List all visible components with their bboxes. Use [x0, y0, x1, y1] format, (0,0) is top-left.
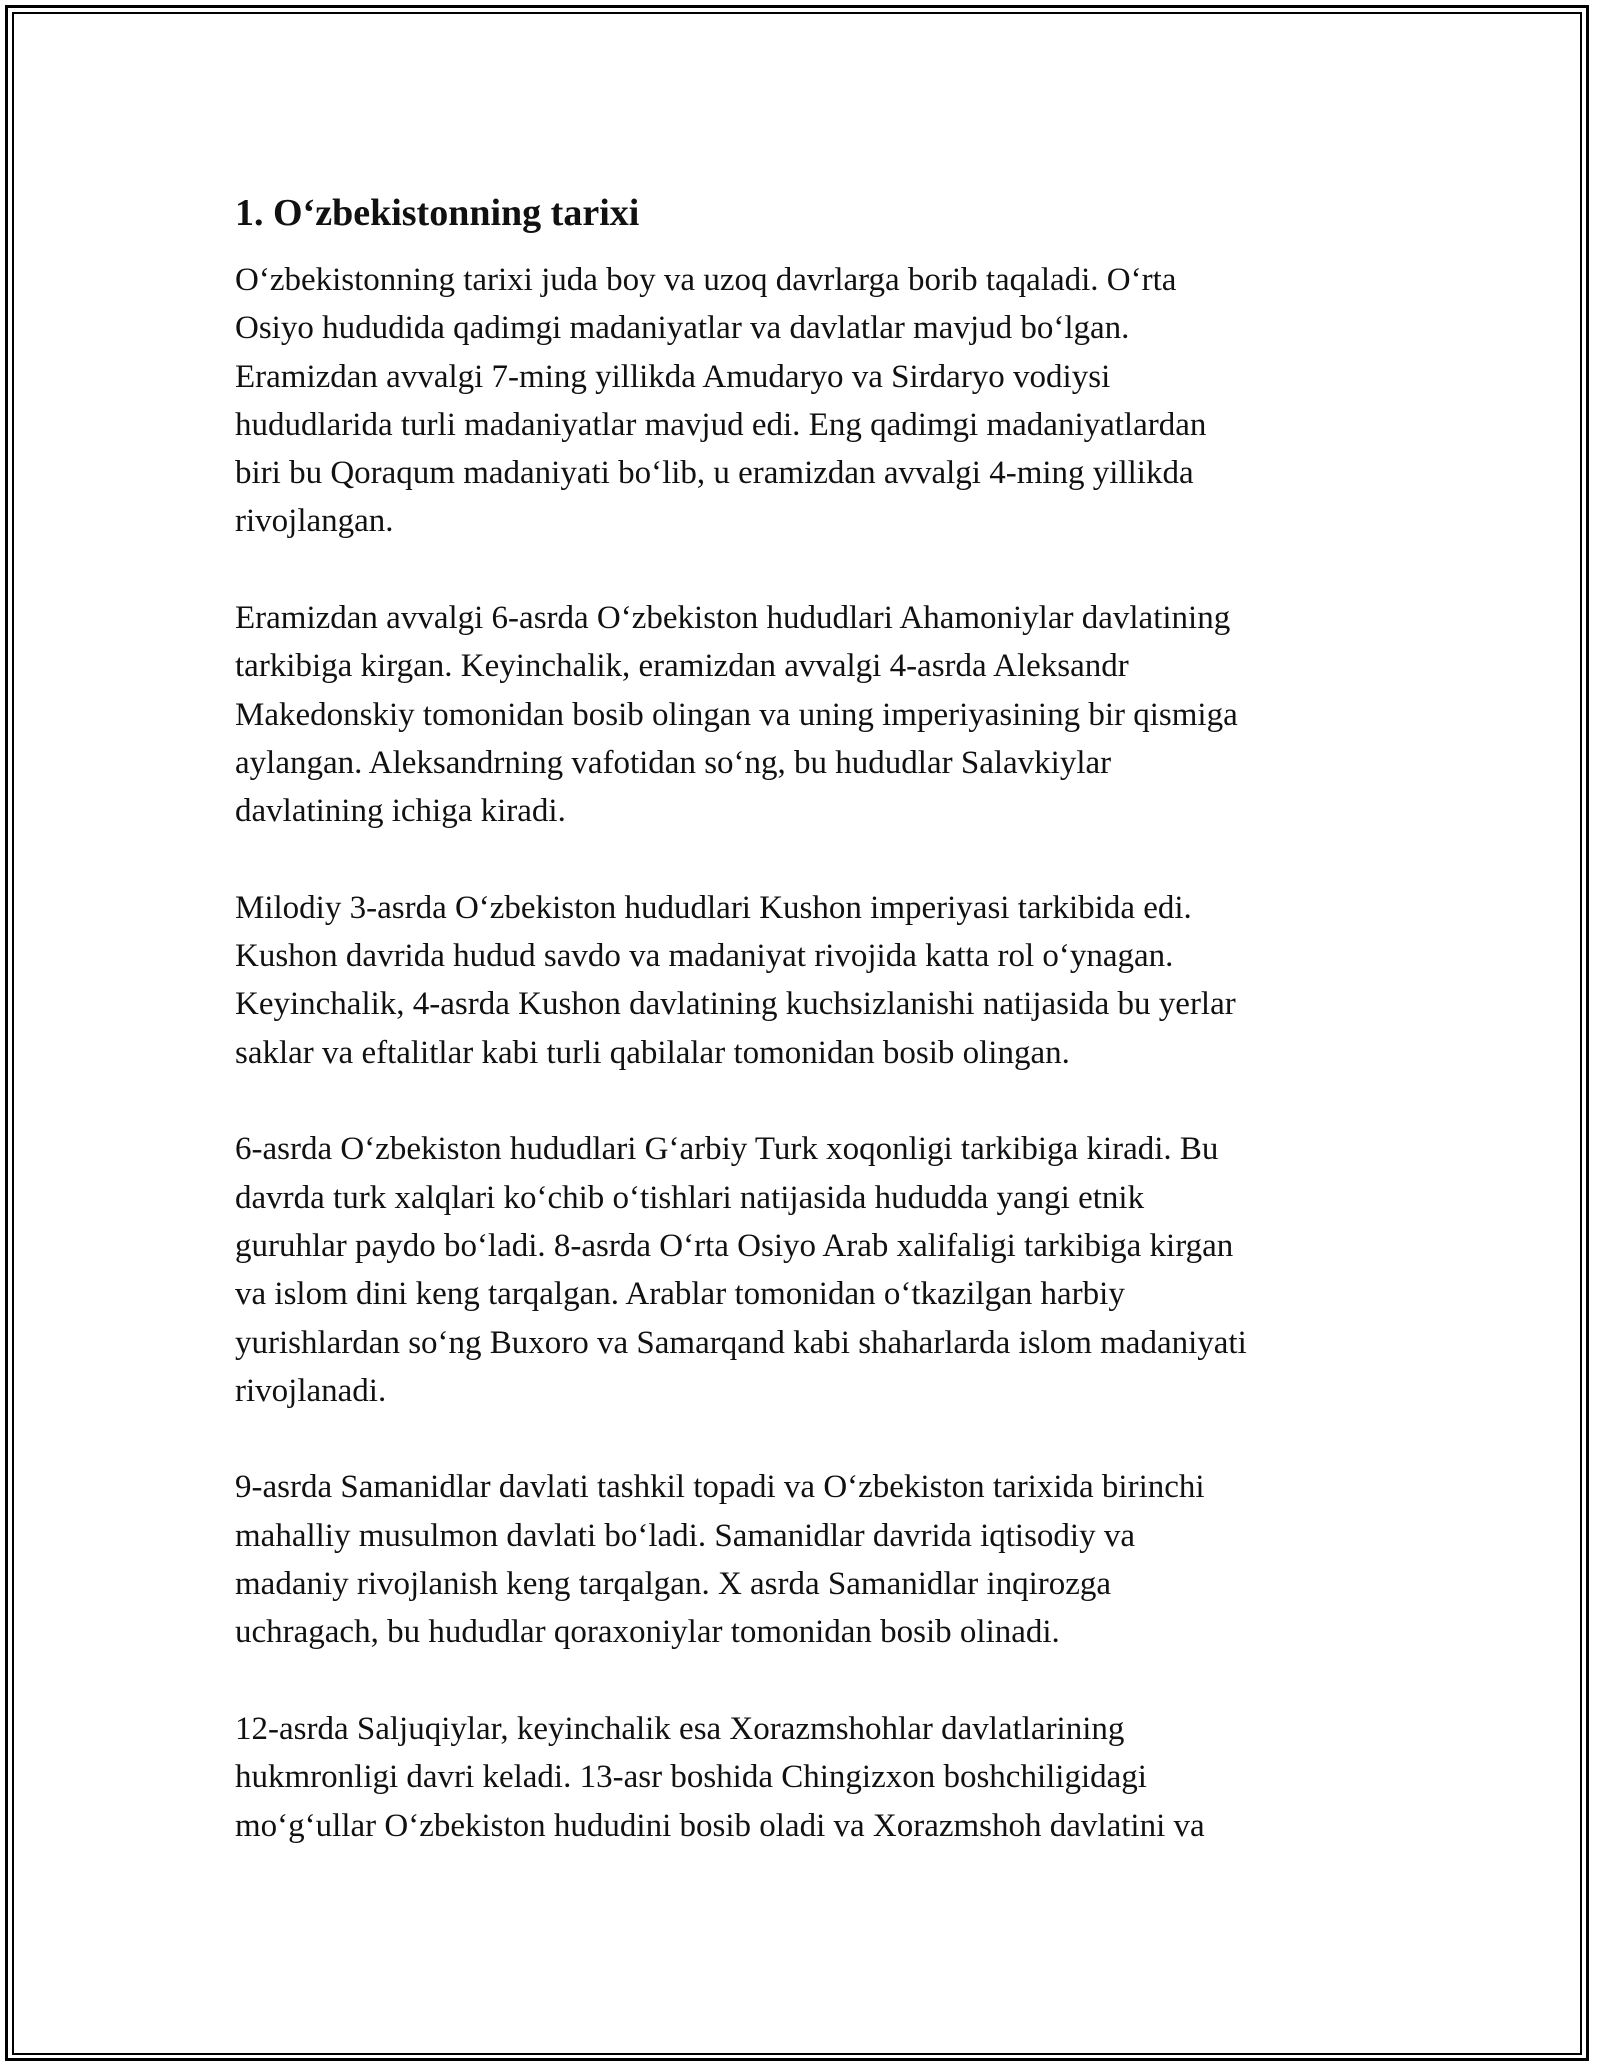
paragraph-line: O‘zbekistonning tarixi juda boy va uzoq davrlarga borib taqaladi. O‘rta [235, 262, 1177, 298]
paragraph-line: rivojlanadi. [235, 1372, 387, 1409]
paragraph-line: tarkibiga kirgan. Keyinchalik, eramizdan avvalgi 4-asrda Aleksandr [235, 648, 1129, 685]
paragraph-line: hududlarida turli madaniyatlar mavjud edi. Eng qadimgi madaniyatlardan [235, 406, 1207, 443]
paragraph-list [235, 256, 1370, 1850]
paragraph-line: davlatining ichiga kiradi. [235, 793, 566, 830]
paragraph-line: Eramizdan avvalgi 6-asrda O‘zbekiston hududlari Ahamoniylar davlatining [235, 600, 1231, 637]
paragraph-line: saklar va eftalitlar kabi turli qabilalar tomonidan bosib olingan. [235, 1034, 1070, 1071]
paragraph-line: Makedonskiy tomonidan bosib olingan va uning imperiyasining bir qismiga [235, 696, 1238, 733]
paragraph-line: hukmronligi davri keladi. 13-asr boshida Chingizxon boshchiligidagi [235, 1759, 1147, 1796]
paragraph-line: va islom dini keng tarqalgan. Arablar tomonidan o‘tkazilgan harbiy [235, 1276, 1125, 1313]
paragraph [235, 594, 1370, 835]
paragraph [235, 1463, 1370, 1656]
paragraph-line: madaniy rivojlanish keng tarqalgan. X asrda Samanidlar inqirozga [235, 1566, 1112, 1603]
paragraph-line: Eramizdan avvalgi 7-ming yillikda Amudaryo va Sirdaryo vodiysi [235, 358, 1111, 395]
paragraph-line: biri bu Qoraqum madaniyati bo‘lib, u eramizdan avvalgi 4-ming yillikda [235, 455, 1194, 492]
paragraph [235, 256, 1370, 546]
paragraph-line: 9-asrda Samanidlar davlati tashkil topadi va O‘zbekiston tarixida birinchi [235, 1469, 1205, 1506]
paragraph-line: mahalliy musulmon davlati bo‘ladi. Samanidlar davrida iqtisodiy va [235, 1517, 1135, 1554]
paragraph [235, 884, 1370, 1077]
paragraph-line: uchragach, bu hududlar qoraxoniylar tomonidan bosib olinadi. [235, 1614, 1060, 1651]
paragraph-line: Milodiy 3-asrda O‘zbekiston hududlari Kushon imperiyasi tarkibida edi. [235, 889, 1192, 926]
paragraph-line: Osiyo hududida qadimgi madaniyatlar va davlatlar mavjud bo‘lgan. [235, 310, 1130, 347]
paragraph-line: davrda turk xalqlari ko‘chib o‘tishlari natijasida hududda yangi etnik [235, 1179, 1145, 1216]
paragraph-line: rivojlangan. [235, 503, 394, 540]
paragraph-line: Keyinchalik, 4-asrda Kushon davlatining kuchsizlanishi natijasida bu yerlar [235, 986, 1236, 1023]
paragraph-line: mo‘g‘ullar O‘zbekiston hududini bosib oladi va Xorazmshoh davlatini va [235, 1807, 1205, 1844]
document-body [235, 188, 1370, 1898]
paragraph-line: 12-asrda Saljuqiylar, keyinchalik esa Xorazmshohlar davlatlarining [235, 1710, 1125, 1747]
paragraph-line: yurishlardan so‘ng Buxoro va Samarqand kabi shaharlarda islom madaniyati [235, 1324, 1247, 1361]
paragraph [235, 1125, 1370, 1415]
paragraph-line: guruhlar paydo bo‘ladi. 8-asrda O‘rta Osiyo Arab xalifaligi tarkibiga kirgan [235, 1227, 1234, 1264]
document-title: 1. O‘zbekistonning tarixi [235, 192, 640, 234]
paragraph-line: 6-asrda O‘zbekiston hududlari G‘arbiy Turk xoqonligi tarkibiga kiradi. Bu [235, 1131, 1219, 1168]
paragraph-line: aylangan. Aleksandrning vafotidan so‘ng, bu hududlar Salavkiylar [235, 744, 1112, 781]
paragraph [235, 1705, 1370, 1850]
paragraph-line: Kushon davrida hudud savdo va madaniyat rivojida katta rol o‘ynagan. [235, 938, 1174, 975]
